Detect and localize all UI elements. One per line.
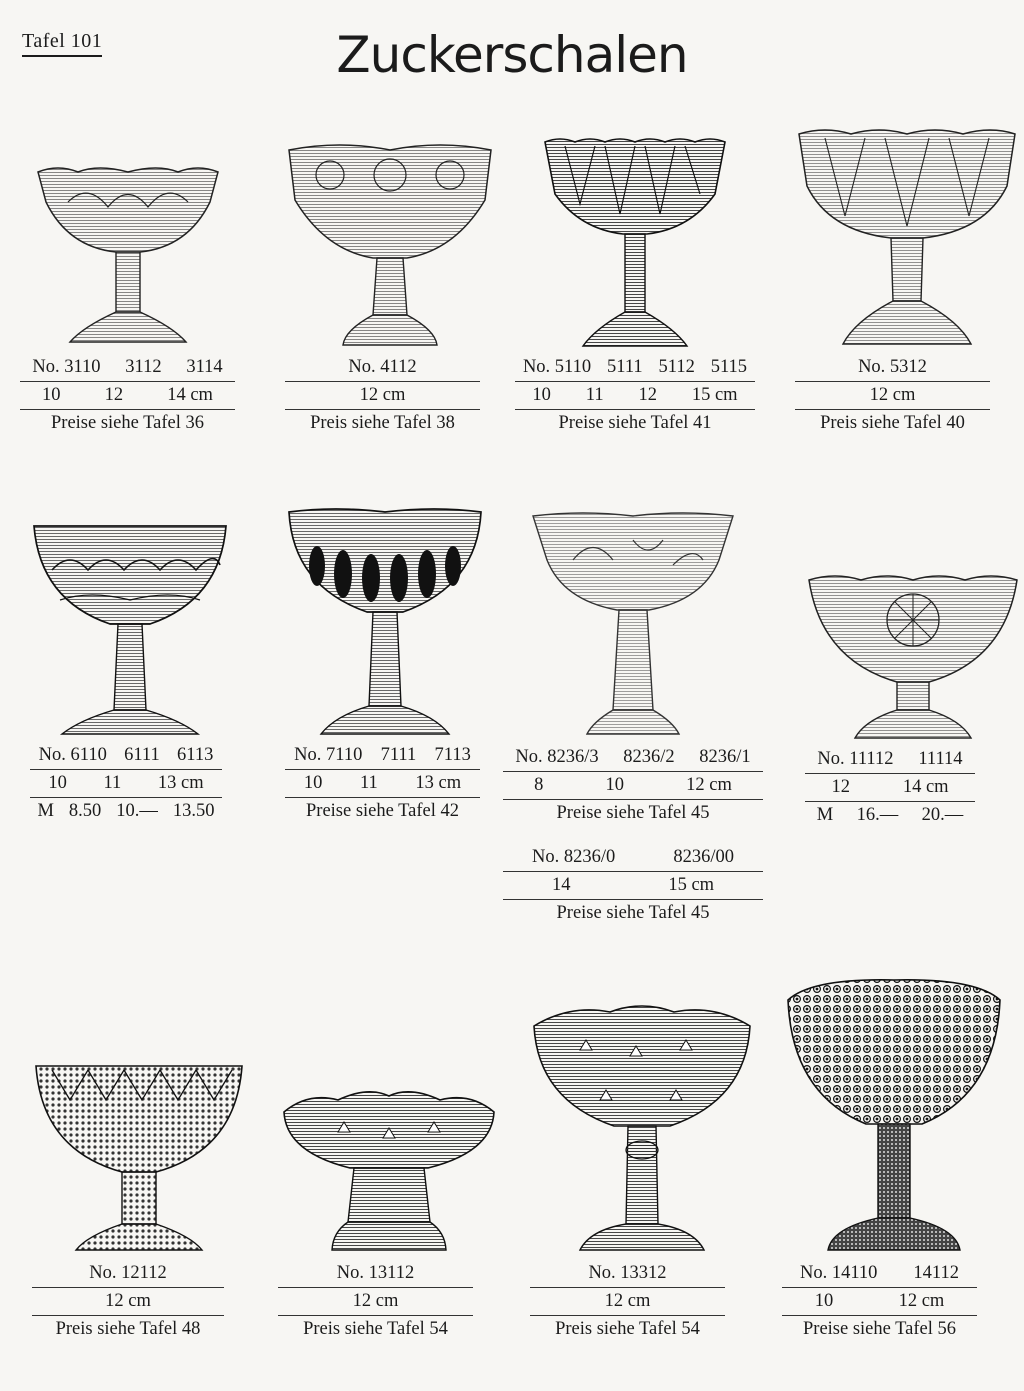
item-price: M 16.— 20.— [805, 801, 975, 829]
item-sizes: 10 11 13 cm [285, 769, 480, 797]
catalog-item [30, 520, 222, 825]
catalog-item [20, 162, 235, 437]
item-numbers: No. 13312 [588, 1263, 667, 1283]
item-sizes: 12 cm [795, 381, 990, 409]
sugar-bowl-13312-illustration [530, 1000, 754, 1260]
item-sizes: 12 cm [530, 1287, 725, 1315]
item-price: Preis siehe Tafel 38 [285, 409, 480, 437]
item-price: M 8.50 10.— 13.50 [30, 797, 222, 825]
sugar-bowl-4112-illustration [285, 140, 495, 354]
sugar-bowl-8236-illustration [523, 510, 743, 744]
item-sizes: 12 cm [278, 1287, 473, 1315]
sugar-bowl-12112-illustration [32, 1060, 246, 1260]
item-numbers: No. 12112 [89, 1263, 167, 1283]
item-sizes: 10 12 14 cm [20, 381, 235, 409]
item-sizes: 12 14 cm [805, 773, 975, 801]
item-price: Preise siehe Tafel 41 [515, 409, 755, 437]
item-numbers: No. 3110 3112 3114 [32, 357, 223, 377]
item-caption [30, 742, 222, 825]
catalog-item [32, 1060, 224, 1343]
catalog-item [285, 140, 480, 437]
item-caption [805, 746, 975, 829]
catalog-item [515, 134, 755, 437]
item-sizes: 10 12 cm [782, 1287, 977, 1315]
item-numbers: No. 8236/3 8236/2 8236/1 [515, 747, 751, 767]
sugar-bowl-14110-illustration [782, 974, 1006, 1260]
item-price: Preise siehe Tafel 45 [503, 799, 763, 827]
catalog-item [795, 126, 990, 437]
item-price: Preis siehe Tafel 54 [278, 1315, 473, 1343]
item-caption [285, 354, 480, 437]
item-numbers: No. 5312 [858, 357, 927, 377]
item-sizes: 10 11 13 cm [30, 769, 222, 797]
sugar-bowl-5110-illustration [535, 134, 735, 354]
item-caption [795, 354, 990, 437]
catalog-item [782, 974, 977, 1343]
item-caption [530, 1260, 725, 1343]
item-sizes: 10 11 12 15 cm [515, 381, 755, 409]
item-price: Preis siehe Tafel 40 [795, 409, 990, 437]
sugar-bowl-13112-illustration [278, 1082, 500, 1260]
item-sizes: 12 cm [285, 381, 480, 409]
item-numbers: No. 6110 6111 6113 [38, 745, 214, 765]
item-sizes: 8 10 12 cm [503, 771, 763, 799]
item-caption [285, 742, 480, 825]
catalog-item [530, 1000, 725, 1343]
item-numbers: No. 8236/0 8236/00 [532, 847, 734, 867]
item-numbers: No. 5110 5111 5112 5115 [522, 357, 748, 377]
item-caption [503, 744, 763, 827]
sugar-bowl-7110-illustration [285, 506, 485, 742]
item-caption [32, 1260, 224, 1343]
item-numbers: No. 7110 7111 7113 [294, 745, 471, 765]
item-price: Preise siehe Tafel 36 [20, 409, 235, 437]
catalog-item [278, 1082, 473, 1343]
item-sizes: 14 15 cm [503, 871, 763, 899]
sugar-bowl-5312-illustration [795, 126, 1019, 354]
sugar-bowl-3110-illustration [28, 162, 228, 354]
item-sizes: 12 cm [32, 1287, 224, 1315]
item-caption [515, 354, 755, 437]
item-caption [20, 354, 235, 437]
item-caption-extra [503, 844, 763, 927]
item-numbers: No. 11112 11114 [817, 749, 963, 769]
item-price: Preise siehe Tafel 42 [285, 797, 480, 825]
item-price: Preise siehe Tafel 45 [503, 899, 763, 927]
catalog-item [805, 570, 975, 829]
page-title: Zuckerschalen [336, 26, 688, 84]
item-price: Preis siehe Tafel 54 [530, 1315, 725, 1343]
item-caption [278, 1260, 473, 1343]
catalog-item [285, 506, 480, 825]
item-numbers: No. 4112 [348, 357, 417, 377]
item-caption [782, 1260, 977, 1343]
item-numbers: No. 14110 14112 [799, 1263, 959, 1283]
sugar-bowl-11112-illustration [805, 570, 1021, 746]
item-price: Preis siehe Tafel 48 [32, 1315, 224, 1343]
item-numbers: No. 13112 [336, 1263, 415, 1283]
sugar-bowl-6110-illustration [30, 520, 230, 742]
item-price: Preise siehe Tafel 56 [782, 1315, 977, 1343]
catalog-item [503, 510, 763, 927]
plate-number: Tafel 101 [22, 30, 102, 57]
